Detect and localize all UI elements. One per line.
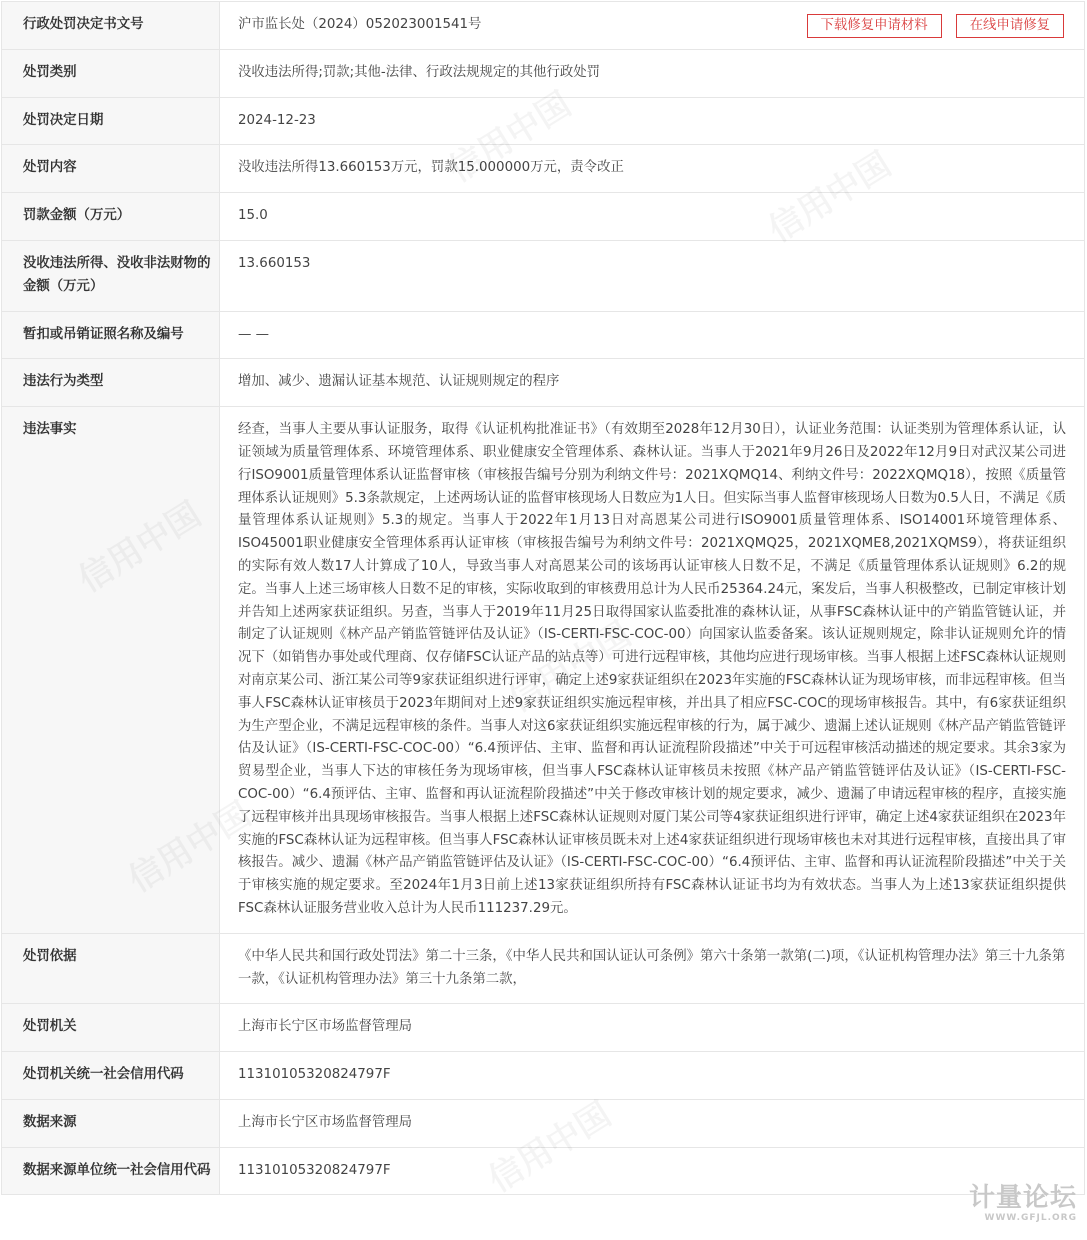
penalty-info-table [1, 1, 1085, 1195]
row-value-cell [220, 2, 1085, 50]
row-label: 暂扣或吊销证照名称及编号 [2, 311, 220, 359]
row-value: 11310105320824797F [220, 1052, 1085, 1100]
table-row [2, 1147, 1085, 1195]
table-row [2, 311, 1085, 359]
row-value: 11310105320824797F [220, 1147, 1085, 1195]
table-row [2, 933, 1085, 1004]
row-label: 数据来源 [2, 1099, 220, 1147]
row-label: 违法事实 [2, 407, 220, 934]
decision-number: 沪市监长处（2024）052023001541号 [238, 17, 482, 32]
action-buttons [807, 14, 1064, 38]
table-row [2, 193, 1085, 241]
table-row [2, 240, 1085, 311]
row-label: 处罚决定日期 [2, 97, 220, 145]
row-label: 处罚内容 [2, 145, 220, 193]
row-value: 15.0 [220, 193, 1085, 241]
row-value: 13.660153 [220, 240, 1085, 311]
violation-facts-text: 经查，当事人主要从事认证服务，取得《认证机构批准证书》（有效期至2028年12月30日），认证业务范围：认证类别为管理体系认证，认证领域为质量管理体系、环境管理体系、职业健康安全管理体系、森林认证。当事人于2021年9月26日及2022年12月9日对武汉某公司进行ISO9001质量管理体系认证监督审核（审核报告编号分别为利纳文件号：2021XQMQ14、利纳文件号：2022XQMQ18），按照《质量管理体系认证规则》5.3条款规定，上述两场认证的监督审核现场人日数应为1人日。但实际当事人监督审核现场人日数为0.5人日，不满足《质量管理体系认证规则》5.3的规定。当事人于2022年1月13日对高恩某公司进行ISO9001质量管理体系、ISO14001环境管理体系、ISO45001职业健康安全管理体系再认证审核（审核报告编号为利纳文件号：2021XQMQ25，2021XQME8,2021XQMS9），将获证组织的实际有效人数17人计算成了10人，导致当事人对高恩某公司的该场再认证审核人日数不足，不满足《质量管理体系认证规则》6.2的规定。当事人上述三场审核人日数不足的审核，实际收取到的审核费用总计为人民币25364.24元，案发后，当事人积极整改，已制定审核计划并告知上述两家获证组织。另查，当事人于2019年11月25日取得国家认监委批准的森林认证，从事FSC森林认证中的产销监管链认证，并制定了认证规则《林产品产销监管链评估及认证》（IS-CERTI-FSC-COC-00）向国家认监委备案。该认证规则规定，除非认证规则允许的情况下（如销售办事处或代理商、仅存储FSC认证产品的站点等）可进行远程审核，其他均应进行现场审核。当事人根据上述FSC森林认证规则对南京某公司、浙江某公司等9家获证组织进行评审，确定上述9家获证组织在2023年实施的FSC森林认证为现场审核，而非远程审核。但当事人FSC森林认证审核员于2023年期间对上述9家获证组织实施远程审核，并出具了相应FSC-COC的现场审核报告。其中，有6家获证组织为生产型企业，不满足远程审核的条件。当事人对这6家获证组织实施远程审核的行为，属于减少、遗漏上述认证规则《林产品产销监管链评估及认证》（IS-CERTI-FSC-COC-00）“6.4预评估、主审、监督和再认证流程阶段描述”中关于可远程审核活动描述的规定要求。其余3家为贸易型企业，当事人下达的审核任务为现场审核，但当事人FSC森林认证审核员未按照《林产品产销监管链评估及认证》（IS-CERTI-FSC-COC-00）“6.4预评估、主审、监督和再认证流程阶段描述”中关于修改审核计划的规定要求，减少、遗漏了申请远程审核的程序，直接实施了远程审核并出具现场审核报告。当事人根据上述FSC森林认证规则对厦门某公司等4家获证组织进行评审，确定上述4家获证组织在2023年实施的FSC森林认证为远程审核。但当事人FSC森林认证审核员既未对上述4家获证组织进行现场审核也未对其进行远程审核，直接出具了审核报告。减少、遗漏《林产品产销监管链评估及认证》（IS-CERTI-FSC-COC-00）“6.4预评估、主审、监督和再认证流程阶段描述”中关于关于审核实施的规定要求。至2024年1月3日前上述13家获证组织所持有FSC森林认证证书均为有效状态。当事人为上述13家获证组织提供FSC森林认证服务营业收入总计为人民币111237.29元。 [220, 407, 1085, 934]
table-row [2, 49, 1085, 97]
table-row [2, 359, 1085, 407]
row-label: 处罚机关统一社会信用代码 [2, 1052, 220, 1100]
table-row [2, 97, 1085, 145]
row-label: 违法行为类型 [2, 359, 220, 407]
row-value: 没收违法所得;罚款;其他-法律、行政法规规定的其他行政处罚 [220, 49, 1085, 97]
row-label: 没收违法所得、没收非法财物的金额（万元） [2, 240, 220, 311]
row-value: 《中华人民共和国行政处罚法》第二十三条，《中华人民共和国认证认可条例》第六十条第一款第(二)项，《认证机构管理办法》第三十九条第一款，《认证机构管理办法》第三十九条第二款， [220, 933, 1085, 1004]
table-row [2, 1052, 1085, 1100]
row-label: 数据来源单位统一社会信用代码 [2, 1147, 220, 1195]
row-value: 增加、减少、遗漏认证基本规范、认证规则规定的程序 [220, 359, 1085, 407]
row-label: 行政处罚决定书文号 [2, 2, 220, 50]
row-label: 处罚类别 [2, 49, 220, 97]
row-label: 处罚机关 [2, 1004, 220, 1052]
forum-logo [969, 1183, 1077, 1223]
table-row [2, 1099, 1085, 1147]
forum-logo-title: 计量论坛 [968, 1183, 1077, 1213]
row-value: — — [220, 311, 1085, 359]
forum-logo-url: WWW.GFJL.ORG [984, 1213, 1077, 1223]
online-repair-application-button[interactable]: 在线申请修复 [956, 14, 1064, 38]
download-repair-materials-button[interactable]: 下载修复申请材料 [807, 14, 942, 38]
table-row [2, 2, 1085, 50]
row-value: 没收违法所得13.660153万元，罚款15.000000万元，责令改正 [220, 145, 1085, 193]
row-value: 上海市长宁区市场监督管理局 [220, 1099, 1085, 1147]
table-row [2, 145, 1085, 193]
row-label: 罚款金额（万元） [2, 193, 220, 241]
row-value: 2024-12-23 [220, 97, 1085, 145]
table-row [2, 407, 1085, 934]
table-row [2, 1004, 1085, 1052]
row-value: 上海市长宁区市场监督管理局 [220, 1004, 1085, 1052]
row-label: 处罚依据 [2, 933, 220, 1004]
